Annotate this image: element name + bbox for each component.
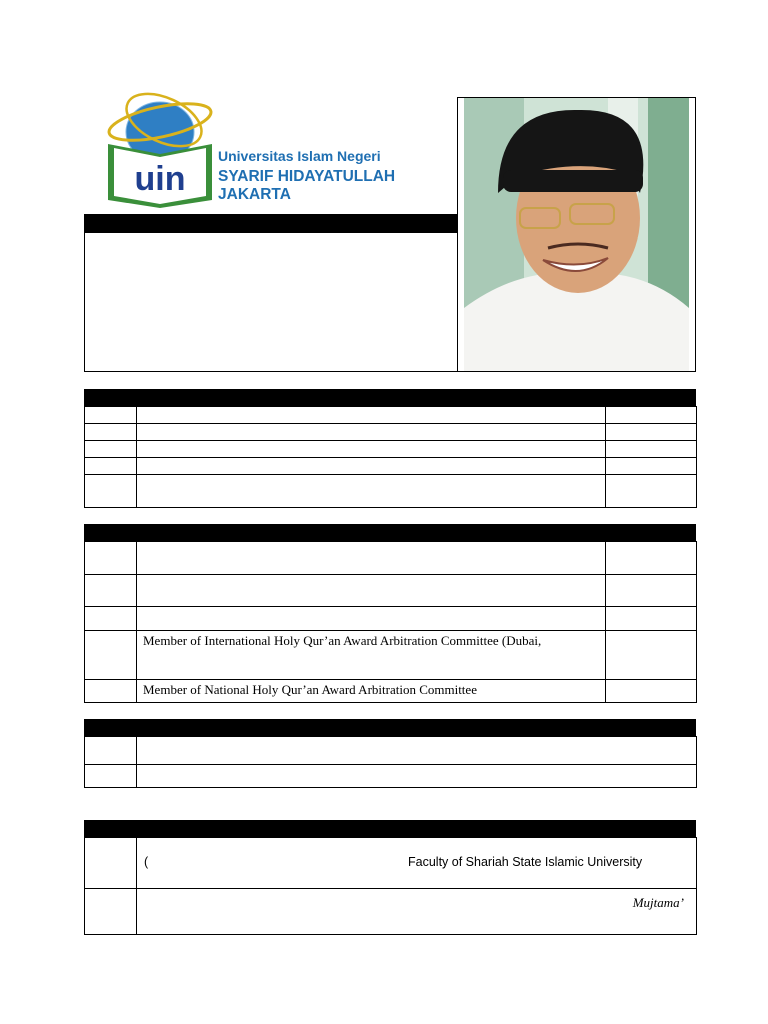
biography-header-bar — [84, 214, 458, 233]
mujtama-text: Mujtama’ — [632, 895, 684, 910]
university-name-line1: Universitas Islam Negeri — [218, 148, 381, 164]
table-row — [85, 765, 697, 788]
globe-book-emblem-icon — [104, 92, 219, 210]
university-name-line2: SYARIF HIDAYATULLAH JAKARTA — [218, 168, 396, 203]
table-row — [85, 889, 697, 935]
section5-table — [84, 837, 697, 935]
section2-table — [84, 406, 697, 508]
svg-text:uin: uin — [134, 160, 186, 198]
table-row — [85, 441, 697, 458]
table-row — [85, 424, 697, 441]
table-row — [85, 607, 697, 631]
committee-international-text: Member of International Holy Qur’an Award Arbitration Committee (Dubai, — [143, 633, 542, 648]
table-row — [85, 458, 697, 475]
table-row — [85, 737, 697, 765]
section3-header-bar — [84, 524, 696, 541]
section4-header-bar — [84, 719, 696, 736]
table-row — [85, 542, 697, 575]
table-row — [85, 631, 697, 680]
biography-box — [84, 214, 458, 372]
table-row — [85, 575, 697, 607]
person-portrait-icon — [458, 98, 695, 371]
section5-header-bar — [84, 820, 696, 837]
open-paren-text: ( — [144, 855, 149, 869]
section2-header-bar — [84, 389, 696, 406]
committee-national-text: Member of National Holy Qur’an Award Arbitration Committee — [143, 682, 477, 697]
table-row — [85, 475, 697, 508]
section4-table — [84, 736, 697, 788]
table-row — [85, 680, 697, 703]
faculty-text: Faculty of Shariah State Islamic University — [408, 855, 643, 869]
table-row — [85, 407, 697, 424]
section3-table — [84, 541, 697, 703]
university-logo — [104, 92, 449, 210]
table-row — [85, 838, 697, 889]
portrait-photo — [457, 97, 696, 372]
